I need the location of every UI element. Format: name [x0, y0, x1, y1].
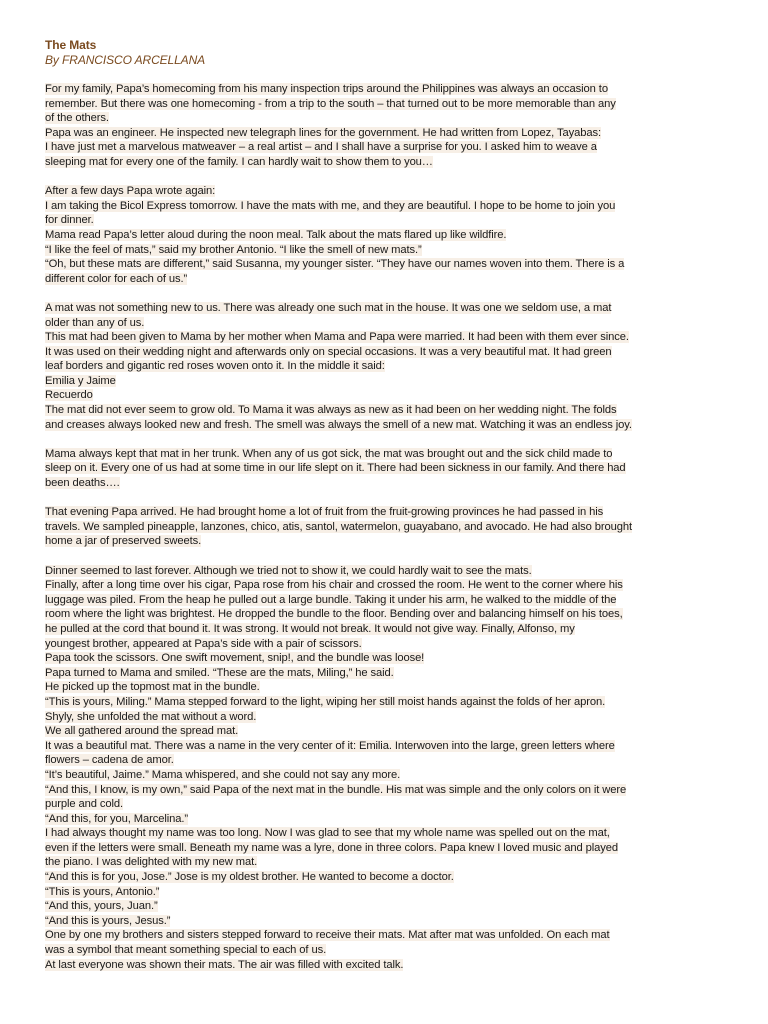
text-line — [45, 637, 735, 652]
text-line — [45, 607, 735, 622]
text-line — [45, 724, 735, 739]
text-line-content: “This is yours, Miling.” Mama stepped forward to the light, wiping her still moist hands against the folds of her apron. — [45, 695, 606, 708]
text-line-content: sleep on it. Every one of us had at some time in our life slept on it. There had been sickness in our family. And there had — [45, 462, 626, 475]
text-line-content: been deaths…. — [45, 477, 120, 490]
text-line — [45, 476, 735, 491]
text-line — [45, 374, 735, 389]
text-line — [45, 126, 735, 141]
text-line-content: home a jar of preserved sweets. — [45, 535, 202, 548]
text-line-content: purple and cold. — [45, 798, 124, 811]
text-line-content: “And this, for you, Marcelina.” — [45, 812, 189, 825]
text-line-content: of the others. — [45, 112, 109, 125]
text-line — [45, 82, 735, 97]
document-title: The Mats — [45, 38, 97, 52]
text-line-content: even if the letters were small. Beneath my name was a lyre, done in three colors. Papa knew I loved music and played — [45, 841, 618, 854]
text-line-content: for dinner. — [45, 214, 94, 227]
text-line-content: He picked up the topmost mat in the bundle. — [45, 681, 260, 694]
text-line-content: travels. We sampled pineapple, lanzones, chico, atis, santol, watermelon, guayabano, and avocado. He had also brought — [45, 520, 632, 533]
text-line — [45, 841, 735, 856]
text-line-content: luggage was piled. From the heap he pulled out a large bundle. Taking it under his arm, he walked to the middle of the — [45, 593, 617, 606]
text-line — [45, 578, 735, 593]
text-line-content: Recuerdo — [45, 389, 93, 402]
text-line-content: he pulled at the cord that bound it. It was strong. It would not break. It would not give way. Finally, Alfonso, my — [45, 622, 575, 635]
text-line-content: youngest brother, appeared at Papa’s side with a pair of scissors. — [45, 637, 362, 650]
paragraph — [45, 447, 735, 491]
text-line — [45, 447, 735, 462]
text-line — [45, 418, 735, 433]
text-line — [45, 710, 735, 725]
text-line-content: room where the light was brightest. He dropped the bundle to the floor. Bending over and balancing himself on his toes, — [45, 608, 623, 621]
text-line — [45, 301, 735, 316]
text-line-content: Papa turned to Mama and smiled. “These are the mats, Miling,” he said. — [45, 666, 394, 679]
text-line-content: flowers – cadena de amor. — [45, 754, 174, 767]
text-line — [45, 505, 735, 520]
text-line-content: “And this, yours, Juan.” — [45, 900, 158, 913]
text-line-content: “And this is yours, Jesus.” — [45, 914, 171, 927]
text-line-content: I am taking the Bicol Express tomorrow. I have the mats with me, and they are beautiful. I hope to be home to join you — [45, 199, 616, 212]
text-line — [45, 753, 735, 768]
text-line — [45, 564, 735, 579]
text-line-content: different color for each of us.” — [45, 272, 188, 285]
text-line-content: “This is yours, Antonio.” — [45, 885, 160, 898]
text-line — [45, 958, 735, 973]
text-line — [45, 155, 735, 170]
text-line-content: We all gathered around the spread mat. — [45, 725, 239, 738]
text-line — [45, 213, 735, 228]
text-line — [45, 520, 735, 535]
text-line-content: leaf borders and gigantic red roses woven onto it. In the middle it said: — [45, 360, 385, 373]
text-line-content: “Oh, but these mats are different,” said Susanna, my younger sister. “They have our names woven into them. There is a — [45, 258, 625, 271]
text-line-content: I have just met a marvelous matweaver – a real artist – and I shall have a surprise for you. I asked him to weave a — [45, 141, 597, 154]
text-line — [45, 739, 735, 754]
text-line-content: I had always thought my name was too long. Now I was glad to see that my whole name was spelled out on the mat, — [45, 827, 610, 840]
text-line-content: Mama read Papa’s letter aloud during the noon meal. Talk about the mats flared up like wildfire. — [45, 228, 507, 241]
text-line-content: This mat had been given to Mama by her mother when Mama and Papa were married. It had been with them ever since. — [45, 331, 629, 344]
text-line — [45, 622, 735, 637]
text-line-content: and creases always looked new and fresh. The smell was always the smell of a new mat. Watching it was an endless joy. — [45, 418, 632, 431]
text-line-content: Shyly, she unfolded the mat without a word. — [45, 710, 257, 723]
text-line — [45, 388, 735, 403]
text-line — [45, 316, 735, 331]
text-line — [45, 359, 735, 374]
text-line-content: Emilia y Jaime — [45, 374, 116, 387]
text-line — [45, 97, 735, 112]
text-line-content: the piano. I was delighted with my new mat. — [45, 856, 258, 869]
text-line — [45, 111, 735, 126]
text-line-content: Finally, after a long time over his cigar, Papa rose from his chair and crossed the room. He went to the corner where his — [45, 579, 623, 592]
text-line — [45, 914, 735, 929]
text-line — [45, 184, 735, 199]
paragraph — [45, 82, 735, 170]
text-line — [45, 651, 735, 666]
text-line — [45, 461, 735, 476]
text-line-content: The mat did not ever seem to grow old. To Mama it was always as new as it had been on her wedding night. The folds — [45, 404, 617, 417]
document-body — [45, 82, 735, 972]
text-line — [45, 680, 735, 695]
text-line-content: was a symbol that meant something special to each of us. — [45, 944, 327, 957]
text-line — [45, 330, 735, 345]
text-line-content: At last everyone was shown their mats. The air was filled with excited talk. — [45, 958, 404, 971]
text-line-content: A mat was not something new to us. There was already one such mat in the house. It was one we seldom use, a mat — [45, 301, 612, 314]
text-line — [45, 228, 735, 243]
text-line-content: It was used on their wedding night and afterwards only on special occasions. It was a very beautiful mat. It had green — [45, 345, 612, 358]
text-line — [45, 943, 735, 958]
text-line — [45, 826, 735, 841]
text-line-content: older than any of us. — [45, 316, 145, 329]
text-line-content: For my family, Papa’s homecoming from his many inspection trips around the Philippines was always an occasion to — [45, 83, 608, 95]
text-line-content: That evening Papa arrived. He had brought home a lot of fruit from the fruit-growing provinces he had passed in his — [45, 506, 604, 519]
text-line-content: Papa took the scissors. One swift movement, snip!, and the bundle was loose! — [45, 652, 425, 665]
document-page — [45, 38, 735, 987]
text-line-content: One by one my brothers and sisters stepped forward to receive their mats. Mat after mat was unfolded. On each mat — [45, 929, 610, 942]
text-line — [45, 768, 735, 783]
text-line — [45, 783, 735, 798]
text-line-content: Dinner seemed to last forever. Although we tried not to show it, we could hardly wait to see the mats. — [45, 564, 532, 577]
text-line — [45, 593, 735, 608]
text-line — [45, 403, 735, 418]
text-line — [45, 870, 735, 885]
text-line-content: Papa was an engineer. He inspected new telegraph lines for the government. He had written from Lopez, Tayabas: — [45, 126, 601, 139]
text-line-content: “It’s beautiful, Jaime.” Mama whispered, and she could not say any more. — [45, 768, 401, 781]
text-line — [45, 855, 735, 870]
text-line — [45, 243, 735, 258]
text-line — [45, 199, 735, 214]
text-line — [45, 695, 735, 710]
text-line — [45, 899, 735, 914]
text-line — [45, 272, 735, 287]
text-line — [45, 666, 735, 681]
text-line — [45, 257, 735, 272]
paragraph — [45, 301, 735, 432]
text-line — [45, 885, 735, 900]
text-line-content: remember. But there was one homecoming - from a trip to the south – that turned out to be more memorable than any — [45, 97, 616, 110]
paragraph — [45, 505, 735, 549]
text-line-content: Mama always kept that mat in her trunk. When any of us got sick, the mat was brought out and the sick child made to — [45, 447, 613, 460]
text-line-content: “And this, I know, is my own,” said Papa of the next mat in the bundle. His mat was simple and the only colors on it were — [45, 783, 627, 796]
text-line — [45, 812, 735, 827]
text-line-content: sleeping mat for every one of the family. I can hardly wait to show them to you… — [45, 155, 433, 168]
text-line-content: “I like the feel of mats,” said my brother Antonio. “I like the smell of new mats.” — [45, 243, 422, 256]
text-line-content: It was a beautiful mat. There was a name in the very center of it: Emilia. Interwoven into the large, green letters where — [45, 739, 615, 752]
text-line — [45, 928, 735, 943]
text-line — [45, 797, 735, 812]
paragraph — [45, 564, 735, 973]
text-line-content: After a few days Papa wrote again: — [45, 185, 216, 198]
document-author: By FRANCISCO ARCELLANA — [45, 53, 206, 67]
paragraph — [45, 184, 735, 286]
text-line — [45, 534, 735, 549]
text-line-content: “And this is for you, Jose.” Jose is my oldest brother. He wanted to become a doctor. — [45, 871, 454, 884]
text-line — [45, 345, 735, 360]
text-line — [45, 140, 735, 155]
